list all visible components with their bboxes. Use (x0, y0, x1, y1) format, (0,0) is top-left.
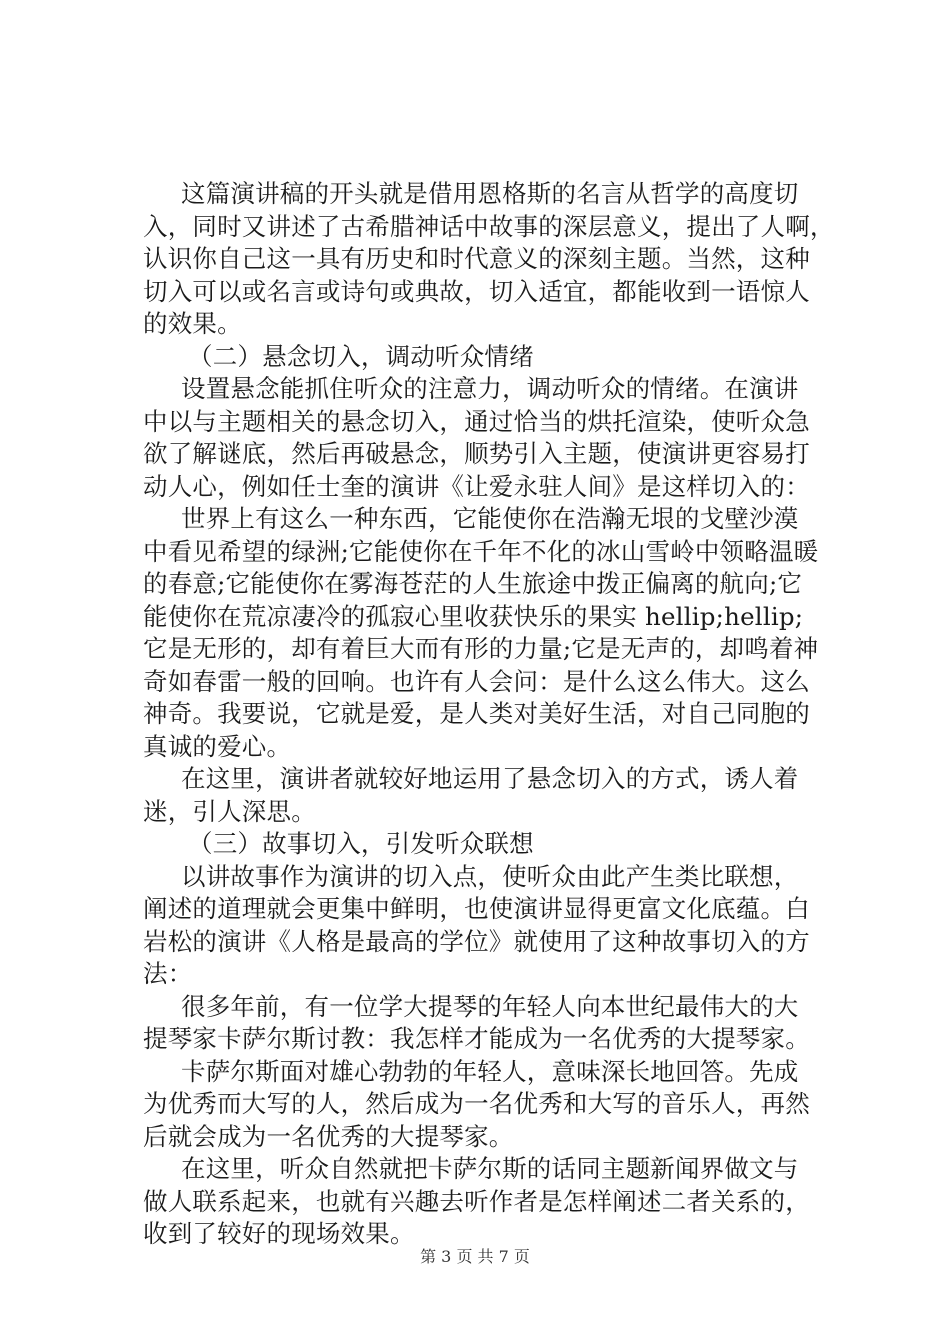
text-line: 卡萨尔斯面对雄心勃勃的年轻人，意味深长地回答。先成 (181, 1056, 799, 1086)
text-line: 很多年前，有一位学大提琴的年轻人向本世纪最伟大的大 (181, 991, 799, 1021)
text-line: 中以与主题相关的悬念切入，通过恰当的烘托渲染，使听众急 (143, 406, 810, 436)
text-line: 它是无形的，却有着巨大而有形的力量;它是无声的，却鸣着神 (143, 634, 819, 663)
text-line: 认识你自己这一具有历史和时代意义的深刻主题。当然，这种 (143, 244, 810, 273)
text-line: 提琴家卡萨尔斯讨教：我怎样才能成为一名优秀的大提琴家。 (143, 1024, 810, 1053)
text-line: 的春意;它能使你在雾海苍茫的人生旅途中拨正偏离的航向;它 (143, 569, 803, 598)
section-heading: （二）悬念切入，调动听众情绪 (188, 341, 534, 371)
body-text (143, 178, 843, 1251)
text-line: 奇如春雷一般的回响。也许有人会问：是什么这么伟大。这么 (143, 666, 810, 696)
text-line: 动人心，例如任士奎的演讲《让爱永驻人间》是这样切入的： (143, 471, 810, 501)
text-line: 中看见希望的绿洲;它能使你在千年不化的冰山雪岭中领略温暖 (143, 536, 819, 566)
text-line: 迷，引人深思。 (143, 796, 316, 826)
text-line: 岩松的演讲《人格是最高的学位》就使用了这种故事切入的方 (143, 926, 810, 956)
text-line: 入，同时又讲述了古希腊神话中故事的深层意义，提出了人啊， (143, 211, 835, 241)
text-line: 这篇演讲稿的开头就是借用恩格斯的名言从哲学的高度切 (181, 179, 799, 208)
text-line: 在这里，演讲者就较好地运用了悬念切入的方式，诱人着 (181, 764, 799, 793)
text-line: 神奇。我要说，它就是爱，是人类对美好生活，对自己同胞的 (143, 699, 810, 728)
text-line: 切入可以或名言或诗句或典故，切入适宜，都能收到一语惊人 (143, 276, 810, 306)
text-line: 能使你在荒凉凄冷的孤寂心里收获快乐的果实 hellip;hellip; (143, 601, 804, 631)
text-line: 法： (143, 959, 193, 988)
text-line: 在这里，听众自然就把卡萨尔斯的话同主题新闻界做文与 (181, 1154, 799, 1183)
text-line: 的效果。 (143, 309, 242, 338)
text-line: 世界上有这么一种东西，它能使你在浩瀚无垠的戈壁沙漠 (181, 504, 799, 533)
text-line: 做人联系起来，也就有兴趣去听作者是怎样阐述二者关系的， (143, 1186, 810, 1216)
text-line: 阐述的道理就会更集中鲜明，也使演讲显得更富文化底蕴。白 (143, 894, 810, 923)
text-line: 真诚的爱心。 (143, 731, 292, 761)
text-line: 收到了较好的现场效果。 (143, 1219, 415, 1248)
text-line: 设置悬念能抓住听众的注意力，调动听众的情绪。在演讲 (181, 374, 799, 403)
text-line: 为优秀而大写的人，然后成为一名优秀和大写的音乐人，再然 (143, 1089, 810, 1118)
page-footer: 第 3 页 共 7 页 (420, 1247, 530, 1266)
text-line: 以讲故事作为演讲的切入点，使听众由此产生类比联想， (181, 861, 799, 891)
text-line: 后就会成为一名优秀的大提琴家。 (143, 1121, 514, 1151)
section-heading: （三）故事切入，引发听众联想 (188, 829, 534, 858)
text-line: 欲了解谜底，然后再破悬念，顺势引入主题，使演讲更容易打 (143, 439, 810, 468)
